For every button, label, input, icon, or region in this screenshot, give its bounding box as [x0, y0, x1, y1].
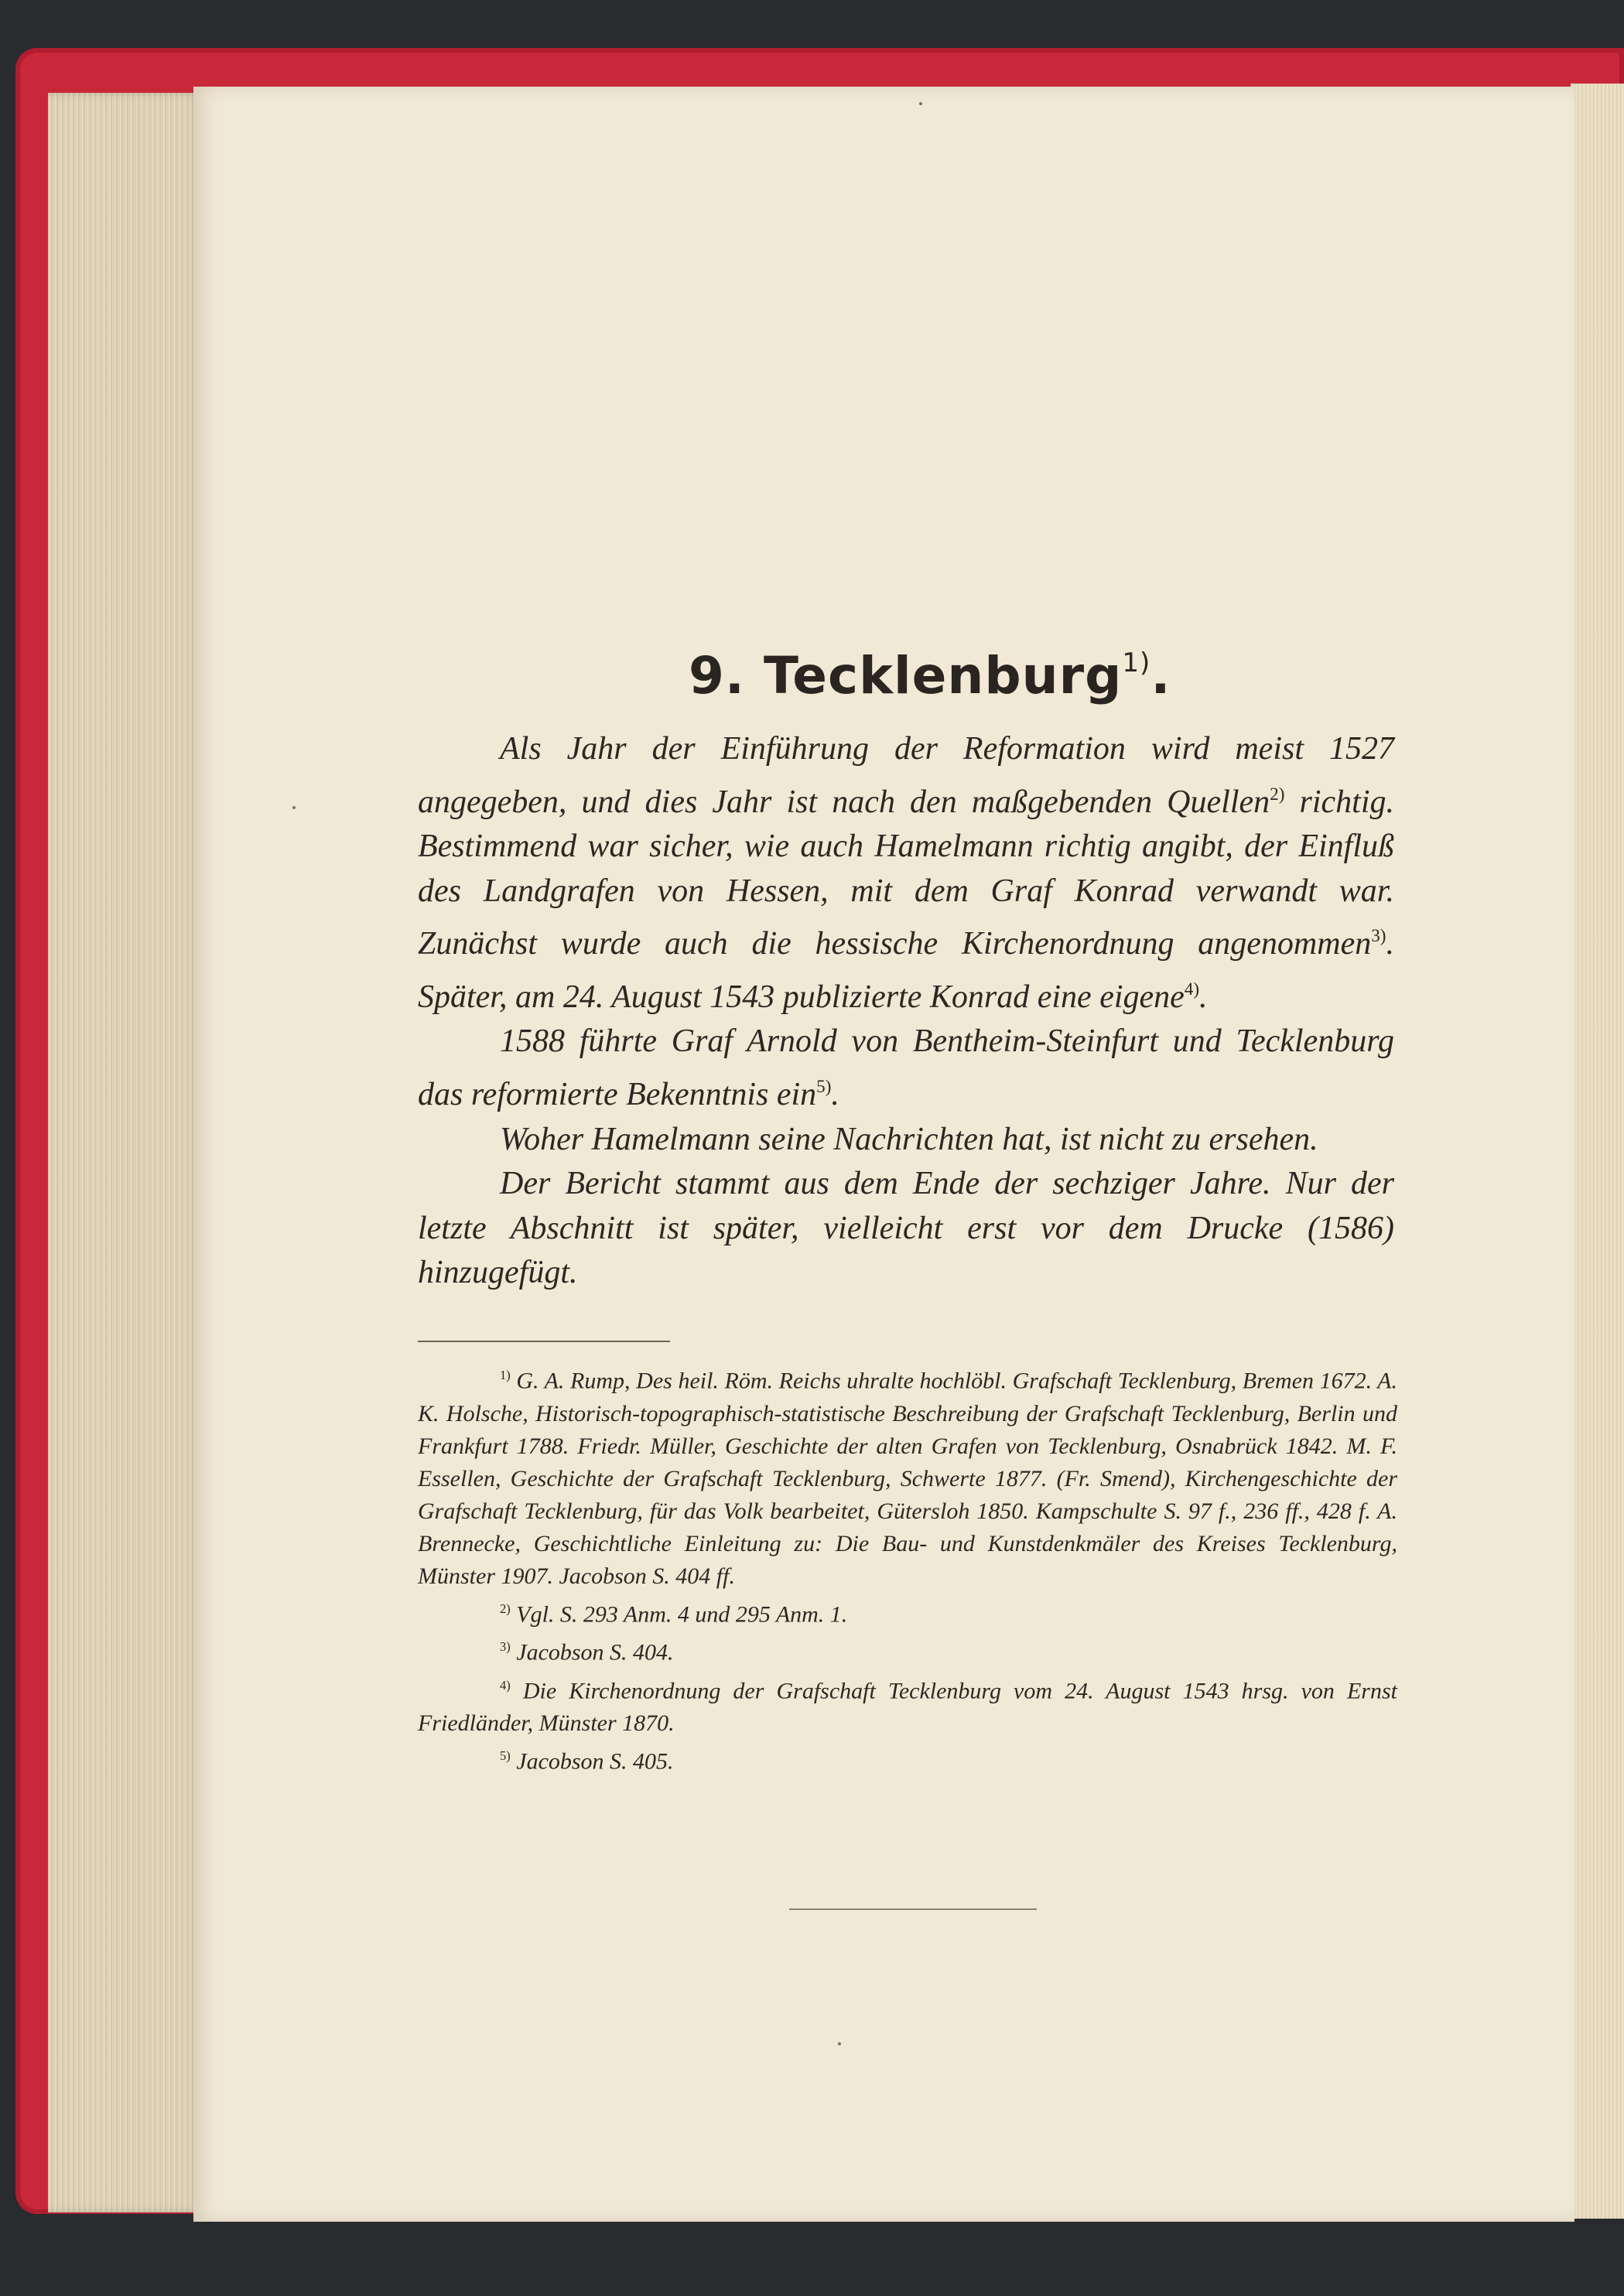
- footnote-ref: 5): [816, 1075, 832, 1096]
- chapter-heading: [689, 646, 1246, 706]
- footnote-mark: 1): [500, 1368, 511, 1382]
- footnote-mark: 4): [500, 1677, 511, 1693]
- speck: [292, 806, 296, 809]
- footnote: [418, 1669, 1397, 1741]
- footnote-divider: [418, 1341, 670, 1342]
- chapter-number: 9.: [689, 646, 745, 706]
- footnote-text: Jacobson S. 404.: [510, 1639, 674, 1666]
- paragraph-text: richtig. Bestimmend war sicher, wie auch Hamelmann richtig angibt, der Einfluß des Landgrafen von Hessen, mit dem Graf Konrad verwandt war. Zunächst wurde auch die hessische Kirchenordnung angenommen: [418, 784, 1394, 962]
- footnote: [418, 1593, 1397, 1631]
- footnote-text: G. A. Rump, Des heil. Röm. Reichs uhralte hochlöbl. Grafschaft Tecklenburg, Bremen 1672. A. K. Holsche, Historisch-topographisch-statistische Beschreibung der Grafschaft Tecklenburg, Berlin und Frankfurt 1788. Friedr. Müller, Geschichte der alten Grafen von Tecklenburg, Osnabrück 1842. M. F. Essellen, Geschichte der Grafschaft Tecklenburg, Schwerte 1877. (Fr. Smend), Kirchengeschichte der Grafschaft Tecklenburg, für das Volk bearbeitet, Gütersloh 1850. Kampschulte S. 97 f., 236 ff., 428 f. A. Brennecke, Geschichtliche Einleitung zu: Die Bau- und Kunstdenkmäler des Kreises Tecklenburg, Münster 1907. Jacobson S. 404 ff.: [418, 1368, 1397, 1589]
- footnote-text: Die Kirchenordnung der Grafschaft Tecklenburg vom 24. August 1543 hrsg. von Ernst Friedländer, Münster 1870.: [418, 1678, 1397, 1737]
- paragraph: [418, 1118, 1394, 1163]
- page-edges-left: [48, 93, 203, 2212]
- paragraph-text: Der Bericht stammt aus dem Ende der sechziger Jahre. Nur der letzte Abschnitt ist später, vielleicht erst vor dem Drucke (1586) hinzugefügt.: [418, 1166, 1394, 1291]
- paragraph-text: .: [831, 1077, 839, 1113]
- paragraph-text: . Später, am 24. August 1543 publizierte Konrad eine eigene: [418, 926, 1394, 1015]
- paragraph-text: Als Jahr der Einführung der Reformation wird meist 1527 angegeben, und dies Jahr ist nach den maßgebenden Quellen: [418, 731, 1394, 820]
- speck: [919, 102, 922, 105]
- paragraph: [418, 1162, 1394, 1296]
- footnote: [418, 1359, 1397, 1593]
- footnote-mark: 2): [500, 1601, 511, 1616]
- paragraph: [418, 727, 1394, 1020]
- footnote-text: Vgl. S. 293 Anm. 4 und 295 Anm. 1.: [510, 1601, 848, 1628]
- chapter-title: Tecklenburg: [763, 646, 1123, 706]
- paragraph-text: Woher Hamelmann seine Nachrichten hat, ist nicht zu ersehen.: [500, 1121, 1318, 1157]
- footnotes: [418, 1359, 1397, 1778]
- footnote-mark: 5): [500, 1748, 511, 1764]
- paragraph-text: .: [1199, 979, 1208, 1015]
- paragraph-text: 1588 führte Graf Arnold von Bentheim-Steinfurt und Tecklenburg das reformierte Bekenntnis ein: [418, 1023, 1394, 1113]
- heading-footnote-mark: 1): [1122, 647, 1151, 678]
- paragraph: [418, 1020, 1394, 1117]
- footnote-ref: 3): [1371, 925, 1386, 946]
- speck: [838, 2042, 841, 2045]
- page-edges-right: [1571, 84, 1624, 2219]
- footnote-text: Jacobson S. 405.: [510, 1748, 674, 1775]
- footnote-mark: 3): [500, 1639, 511, 1655]
- heading-period: .: [1150, 646, 1171, 706]
- body-text: [418, 727, 1394, 1296]
- footnote-ref: 2): [1270, 783, 1285, 804]
- footnote: [418, 1740, 1397, 1778]
- end-rule: [789, 1908, 1037, 1910]
- footnote-ref: 4): [1184, 978, 1200, 999]
- footnote: [418, 1631, 1397, 1669]
